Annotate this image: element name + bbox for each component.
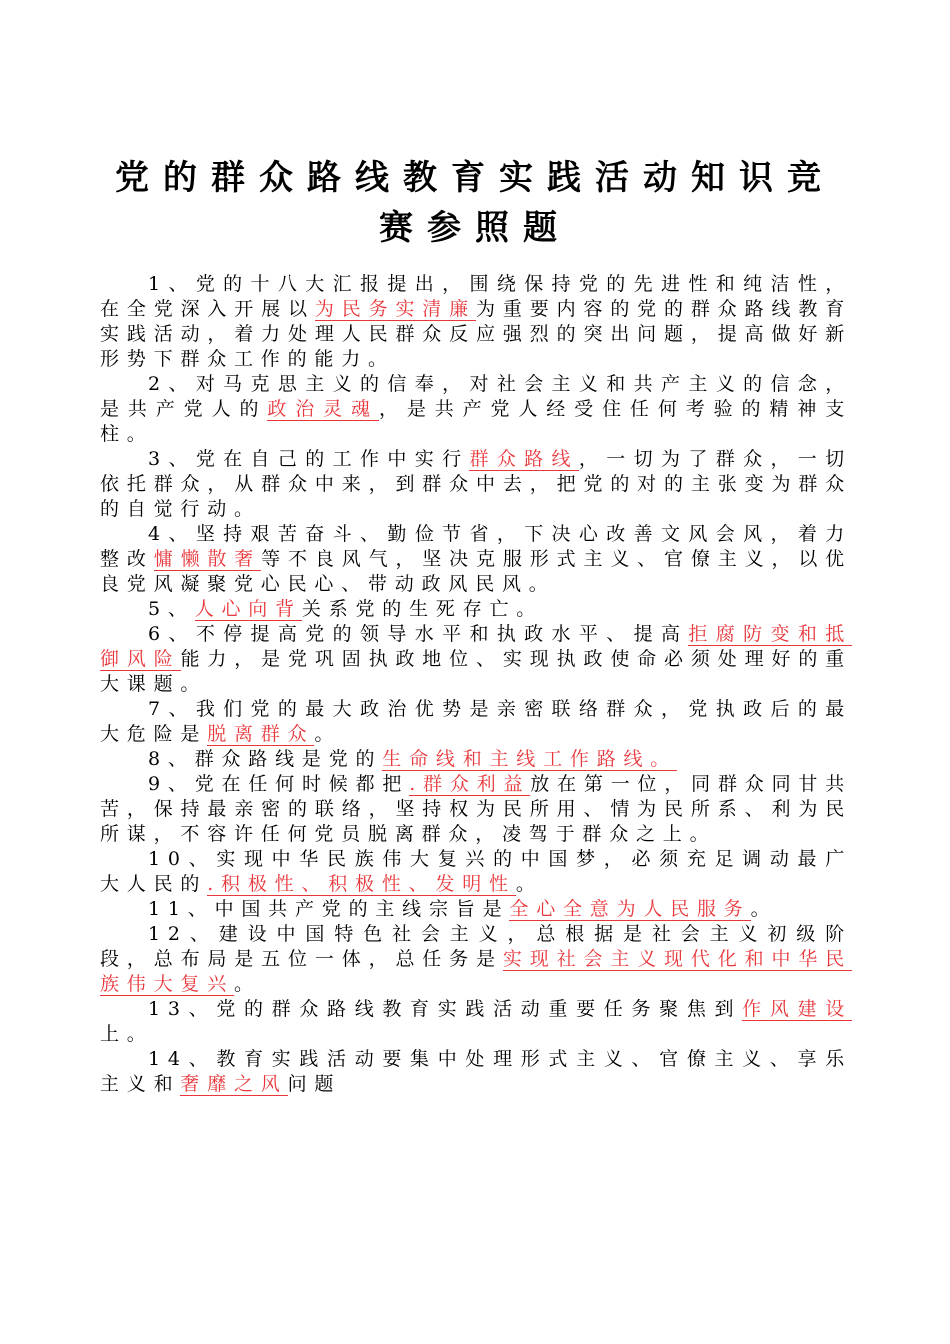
page-title-line-1: 党的群众路线教育实践活动知识竞 bbox=[115, 158, 835, 198]
question-list bbox=[100, 272, 852, 1097]
question-10 bbox=[100, 847, 852, 897]
question-text: ，一切为了群众，一切依托群众，从群众中来，到群众中去，把党的对的主张变为群众的自觉行动。 bbox=[100, 448, 852, 520]
question-text: 上。 bbox=[100, 1023, 154, 1045]
question-text: 8、群众路线是党的 bbox=[148, 748, 383, 770]
question-3 bbox=[100, 447, 852, 522]
question-11 bbox=[100, 897, 852, 922]
answer-blank: 拒腐防变和抵御风险 bbox=[100, 623, 852, 670]
question-text: 7、我们党的最大政治优势是亲密联络群众，党执政后的最大危险是 bbox=[100, 698, 852, 745]
answer-blank: 脱离群众 bbox=[207, 723, 315, 745]
answer-blank: 奢靡之风 bbox=[180, 1073, 288, 1095]
question-12 bbox=[100, 922, 852, 997]
question-6 bbox=[100, 622, 852, 697]
question-text: 。 bbox=[234, 973, 261, 995]
answer-blank: 为民务实清廉 bbox=[314, 298, 477, 320]
question-text: 2、对马克思主义的信奉，对社会主义和共产主义的信念，是共产党人的 bbox=[100, 373, 852, 420]
question-text: 。 bbox=[314, 723, 342, 745]
question-text: 问题 bbox=[287, 1073, 342, 1095]
question-text: 等不良风气，坚决克服形式主义、官僚主义，以优良党风凝聚党心民心、带动政风民风。 bbox=[100, 548, 852, 595]
question-text: 放在第一位，同群众同甘共苦，保持最亲密的联络，坚持权为民所用、情为民所系、利为民所谋，不容许任何党员脱离群众，凌驾于群众之上。 bbox=[100, 773, 852, 845]
question-text: 12、建设中国特色社会主义，总根据是社会主义初级阶段，总布局是五位一体，总任务是 bbox=[100, 923, 852, 970]
question-14 bbox=[100, 1047, 852, 1097]
question-text: 4、坚持艰苦奋斗、勤俭节省，下决心改善文风会风，着力整改 bbox=[100, 523, 852, 570]
question-text: 9、党在任何时候都把 bbox=[148, 773, 410, 795]
question-text: 14、教育实践活动要集中处理形式主义、官僚主义、享乐主义和 bbox=[100, 1048, 852, 1095]
answer-blank: 作风建设 bbox=[742, 998, 852, 1020]
question-text: 5、 bbox=[148, 598, 195, 620]
answer-blank: 生命线和主线工作路线。 bbox=[382, 748, 678, 770]
page-title-line-2: 赛参照题 bbox=[379, 208, 571, 248]
question-text: 能力，是党巩固执政地位、实现执政使命必须处理好的重大课题。 bbox=[100, 648, 852, 695]
question-5 bbox=[100, 597, 852, 622]
question-text: 11、中国共产党的主线宗旨是 bbox=[148, 898, 510, 920]
question-text: ，是共产党人经受住任何考验的精神支柱。 bbox=[100, 398, 852, 445]
answer-blank: 实现社会主义现代化和中华民族伟大复兴 bbox=[100, 948, 852, 995]
answer-blank: .群众利益 bbox=[409, 773, 531, 795]
question-text: 3、党在自己的工作中实行 bbox=[148, 448, 470, 470]
question-text: 为重要内容的党的群众路线教育实践活动，着力处理人民群众反应强烈的突出问题，提高做好新形势下群众工作的能力。 bbox=[100, 298, 852, 370]
question-13 bbox=[100, 997, 852, 1047]
question-9 bbox=[100, 772, 852, 847]
answer-blank: 群众路线 bbox=[469, 448, 579, 470]
question-text: 1、党的十八大汇报提出，围绕保持党的先进性和纯洁性，在全党深入开展以 bbox=[100, 273, 852, 320]
question-1 bbox=[100, 272, 852, 372]
answer-blank: .积极性、积极性、发明性 bbox=[207, 873, 516, 895]
answer-blank: 全心全意为人民服务 bbox=[509, 898, 751, 920]
question-2 bbox=[100, 372, 852, 447]
question-text: 关系党的生死存亡。 bbox=[301, 598, 544, 620]
answer-blank: 人心向背 bbox=[194, 598, 302, 620]
question-text: 。 bbox=[750, 898, 778, 920]
question-4 bbox=[100, 522, 852, 597]
question-text: 10、实现中华民族伟大复兴的中国梦，必须充足调动最广大人民的 bbox=[100, 848, 852, 895]
answer-blank: 政治灵魂 bbox=[267, 398, 379, 420]
question-text: 。 bbox=[515, 873, 543, 895]
answer-blank: 慵懒散奢 bbox=[153, 548, 262, 570]
question-text: 6、不停提高党的领导水平和执政水平、提高 bbox=[148, 623, 689, 645]
question-8 bbox=[100, 747, 852, 772]
question-7 bbox=[100, 697, 852, 747]
question-text: 13、党的群众路线教育实践活动重要任务聚焦到 bbox=[148, 998, 743, 1020]
